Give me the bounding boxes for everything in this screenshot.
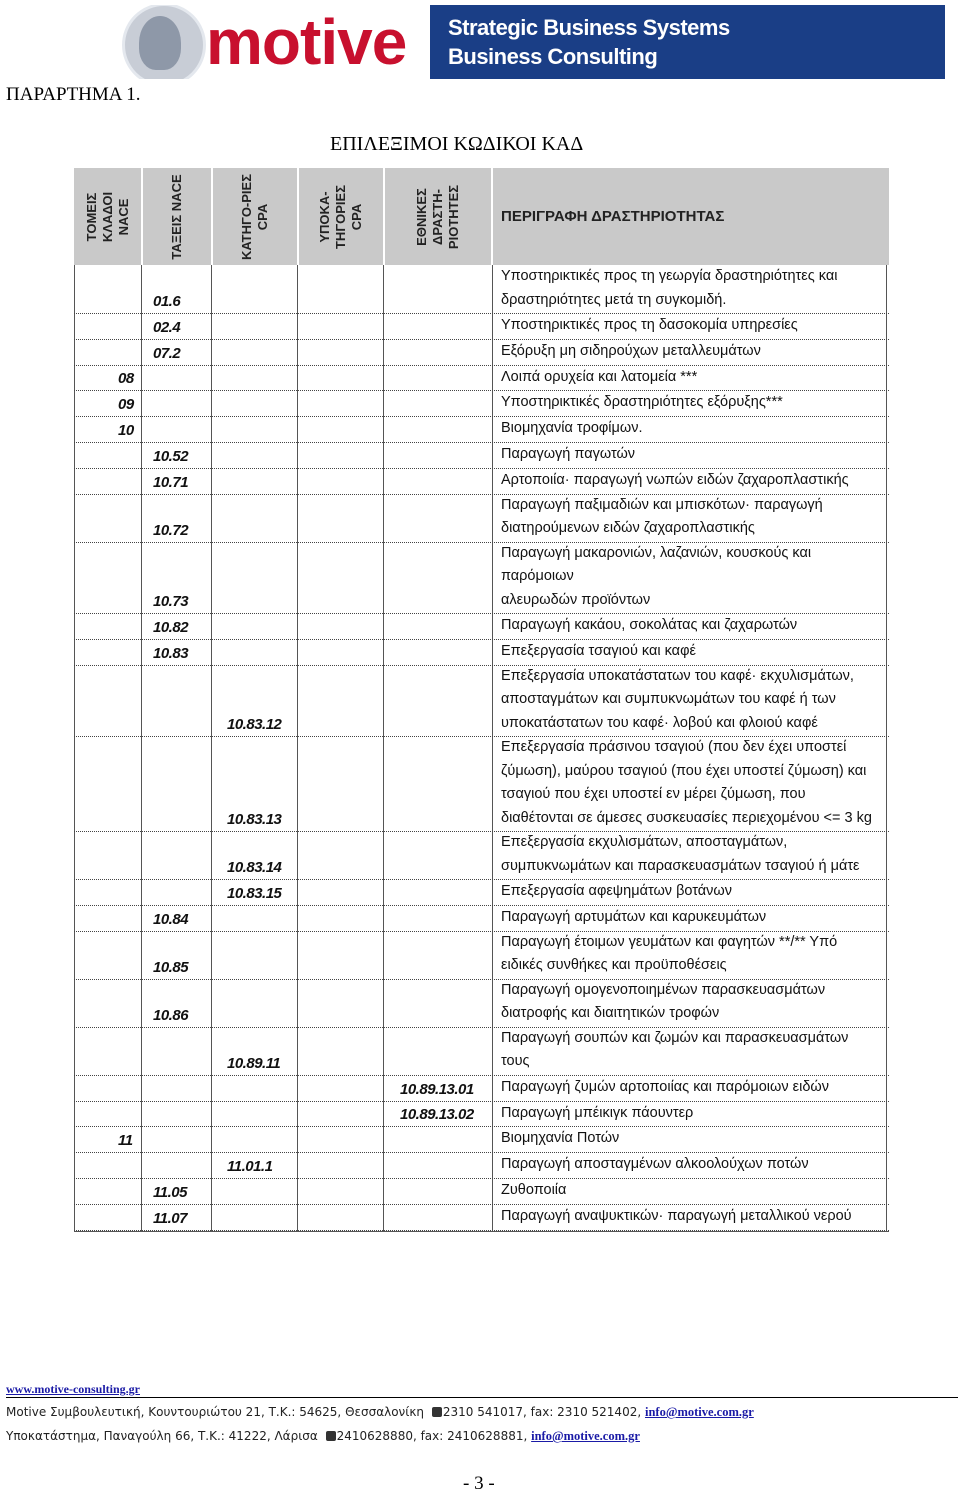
description-line: τους bbox=[501, 1053, 530, 1070]
class-code: 10.82 bbox=[153, 618, 189, 636]
activity-description bbox=[501, 443, 889, 467]
table-row bbox=[74, 639, 889, 666]
table-row bbox=[74, 494, 889, 543]
category-code: 11.01.1 bbox=[227, 1157, 273, 1175]
description-line: ειδικές συνθήκες και προϋποθέσεις bbox=[501, 957, 727, 974]
header-subcategories: ΥΠΟΚΑ- ΤΗΓΟΡΙΕΣ CPA bbox=[317, 184, 364, 249]
table-row bbox=[74, 1204, 889, 1231]
activity-description bbox=[501, 665, 889, 736]
description-line: Επεξεργασία εκχυλισμάτων, αποσταγμάτων, bbox=[501, 834, 788, 851]
page-number: - 3 - bbox=[463, 1473, 495, 1494]
footer-email-link[interactable]: info@motive.com.gr bbox=[644, 1405, 754, 1419]
activity-description bbox=[501, 1127, 889, 1151]
activity-description bbox=[501, 265, 889, 312]
header-sectors: ΤΟΜΕΙΣ ΚΛΑΔΟΙ NACE bbox=[83, 191, 131, 242]
table-row bbox=[74, 1178, 889, 1205]
class-code: 10.72 bbox=[153, 521, 189, 539]
activity-description bbox=[501, 1179, 889, 1203]
table-row bbox=[74, 665, 889, 738]
logo bbox=[18, 5, 430, 79]
logo-text: motive bbox=[206, 6, 407, 78]
table-row bbox=[74, 1126, 889, 1153]
class-code: 02.4 bbox=[153, 318, 181, 336]
description-line: Εξόρυξη μη σιδηρούχων μεταλλευμάτων bbox=[501, 342, 761, 359]
sector-code: 11 bbox=[118, 1132, 133, 1150]
description-line: δραστηριότητες μετά τη συγκομιδή. bbox=[501, 291, 727, 308]
table-row bbox=[74, 979, 889, 1028]
description-line: Παραγωγή ζυμών αρτοποιίας και παρόμοιων ειδών bbox=[501, 1078, 829, 1095]
category-code: 10.89.11 bbox=[227, 1054, 281, 1072]
table-row bbox=[74, 931, 889, 980]
description-line: Παραγωγή αναψυκτικών· παραγωγή μεταλλικού νερού bbox=[501, 1207, 852, 1224]
category-code: 10.83.14 bbox=[227, 859, 282, 877]
description-line: αποσταγμάτων και συμπυκνωμάτων του καφέ ή των bbox=[501, 691, 836, 708]
description-line: διατηρούμενων ειδών ζαχαροπλαστικής bbox=[501, 520, 755, 537]
description-line: υποκατάστατων του καφέ· λοβού και φλοιού καφέ bbox=[501, 714, 818, 731]
appendix-label: ΠΑΡΑΡΤΗΜΑ 1. bbox=[6, 84, 141, 105]
national-code: 10.89.13.02 bbox=[400, 1106, 474, 1124]
class-code: 10.85 bbox=[153, 958, 189, 976]
description-line: Επεξεργασία υποκατάστατων του καφέ· εκχυλισμάτων, bbox=[501, 667, 854, 684]
description-line: Επεξεργασία αφεψημάτων βοτάνων bbox=[501, 883, 732, 900]
description-line: Βιομηχανία Ποτών bbox=[501, 1130, 620, 1147]
class-code: 11.07 bbox=[153, 1209, 187, 1227]
table-row bbox=[74, 613, 889, 640]
tagline-1: Strategic Business Systems bbox=[448, 15, 730, 40]
description-line: Λοιπά ορυχεία και λατομεία *** bbox=[501, 368, 698, 385]
description-line: Παραγωγή σουπών και ζωμών και παρασκευασμάτων bbox=[501, 1029, 849, 1046]
class-code: 11.05 bbox=[153, 1183, 187, 1201]
activity-description bbox=[501, 314, 889, 338]
description-line: Παραγωγή αποσταγμένων αλκοολούχων ποτών bbox=[501, 1156, 809, 1173]
description-line: Παραγωγή κακάου, σοκολάτας και ζαχαρωτών bbox=[501, 617, 798, 634]
description-line: Υποστηρικτικές δραστηριότητες εξόρυξης*** bbox=[501, 394, 783, 411]
footer-address-branch: Υποκατάστημα, Παναγούλη 66, Τ.Κ.: 41222, Λάρισα 2410628880, fax: 2410628881, info@motive.com.gr bbox=[6, 1429, 640, 1443]
activity-description bbox=[501, 880, 889, 904]
table-row bbox=[74, 831, 889, 880]
phone-icon bbox=[432, 1407, 442, 1417]
activity-description bbox=[501, 979, 889, 1026]
header-banner bbox=[18, 5, 945, 79]
table-row bbox=[74, 468, 889, 495]
description-line: Βιομηχανία τροφίμων. bbox=[501, 420, 643, 437]
class-code: 10.84 bbox=[153, 910, 189, 928]
description-line: συμπυκνωμάτων και παρασκευασμάτων τσαγιού ή μάτε bbox=[501, 857, 860, 874]
activity-description bbox=[501, 366, 889, 390]
activity-description bbox=[501, 831, 889, 878]
sector-code: 10 bbox=[118, 421, 134, 439]
sector-code: 09 bbox=[118, 396, 134, 414]
activity-description bbox=[501, 1205, 889, 1229]
class-code: 10.73 bbox=[153, 593, 189, 611]
header-classes: ΤΑΞΕΙΣ NACE bbox=[169, 173, 184, 260]
footer-divider bbox=[6, 1397, 958, 1398]
sector-code: 08 bbox=[118, 370, 134, 388]
header-national: ΕΘΝΙΚΕΣ ΔΡΑΣΤΗ- ΡΙΟΤΗΤΕΣ bbox=[414, 184, 461, 249]
table-row bbox=[74, 905, 889, 932]
activity-description bbox=[501, 542, 889, 613]
table-header bbox=[74, 168, 889, 265]
class-code: 01.6 bbox=[153, 293, 181, 310]
tagline-2: Business Consulting bbox=[448, 44, 658, 69]
table-row bbox=[74, 736, 889, 832]
activity-description bbox=[501, 340, 889, 364]
description-line: Παραγωγή έτοιμων γευμάτων και φαγητών **/** Υπό bbox=[501, 933, 838, 950]
activity-description bbox=[501, 417, 889, 441]
description-line: αλευρωδών προϊόντων bbox=[501, 591, 651, 608]
activity-description bbox=[501, 494, 889, 541]
table-row bbox=[74, 1152, 889, 1179]
description-line: Παραγωγή ομογενοποιημένων παρασκευασμάτων bbox=[501, 981, 826, 998]
description-line: Υποστηρικτικές προς τη γεωργία δραστηριότητες και bbox=[501, 268, 838, 284]
activity-description bbox=[501, 906, 889, 930]
description-line: Υποστηρικτικές προς τη δασοκομία υπηρεσίες bbox=[501, 317, 798, 333]
kad-codes-table bbox=[74, 168, 889, 1232]
national-code: 10.89.13.01 bbox=[400, 1080, 474, 1098]
table-row bbox=[74, 390, 889, 417]
table-row bbox=[74, 879, 889, 906]
class-code: 10.71 bbox=[153, 473, 189, 491]
table-row bbox=[74, 265, 889, 314]
description-line: Αρτοποιία· παραγωγή νωπών ειδών ζαχαροπλαστικής bbox=[501, 471, 849, 488]
footer-email-link[interactable]: info@motive.com.gr bbox=[531, 1429, 640, 1443]
description-line: παρόμοιων bbox=[501, 568, 574, 585]
phone-icon bbox=[326, 1431, 336, 1441]
activity-description bbox=[501, 1102, 889, 1126]
category-code: 10.83.15 bbox=[227, 884, 282, 902]
footer-address-main: Motive Συμβουλευτική, Κουντουριώτου 21, Τ.Κ.: 54625, Θεσσαλονίκη 2310 541017, fax: 2310 521402, info@motive.com.gr bbox=[6, 1405, 754, 1419]
activity-description bbox=[501, 614, 889, 638]
description-line: διαθέτονται σε άμεσες συσκευασίες περιεχομένου <= 3 kg bbox=[501, 809, 872, 826]
table-row bbox=[74, 1075, 889, 1102]
table-row bbox=[74, 339, 889, 366]
activity-description bbox=[501, 640, 889, 664]
description-line: Επεξεργασία πράσινου τσαγιού (που δεν έχει υποστεί bbox=[501, 739, 847, 756]
description-line: Παραγωγή παξιμαδιών και μπισκότων· παραγωγή bbox=[501, 496, 823, 513]
activity-description bbox=[501, 469, 889, 493]
class-code: 10.52 bbox=[153, 447, 189, 465]
activity-description bbox=[501, 391, 889, 415]
description-line: Παραγωγή αρτυμάτων και καρυκευμάτων bbox=[501, 909, 767, 925]
category-code: 10.83.13 bbox=[227, 811, 282, 829]
header-categories: ΚΑΤΗΓΟ-ΡΙΕΣ CPA bbox=[239, 173, 270, 260]
table-row bbox=[74, 365, 889, 392]
activity-description bbox=[501, 736, 889, 830]
description-line: ζύμωση), μαύρου τσαγιού (που έχει υποστεί ζύμωση) και bbox=[501, 762, 867, 779]
footer-website-link[interactable]: www.motive-consulting.gr bbox=[6, 1382, 140, 1396]
description-line: Παραγωγή μακαρονιών, λαζανιών, κουσκούς και bbox=[501, 544, 812, 561]
table-row bbox=[74, 313, 889, 340]
description-line: τσαγιού που έχει υποστεί εν μέρει ζύμωση, που bbox=[501, 786, 806, 803]
description-line: διατροφής και διαιτητικών τροφών bbox=[501, 1005, 720, 1022]
table-row bbox=[74, 542, 889, 615]
description-line: Παραγωγή παγωτών bbox=[501, 446, 636, 462]
logo-emblem-icon bbox=[122, 5, 206, 79]
category-code: 10.83.12 bbox=[227, 716, 282, 734]
activity-description bbox=[501, 1027, 889, 1074]
activity-description bbox=[501, 1076, 889, 1100]
description-line: Επεξεργασία τσαγιού και καφέ bbox=[501, 642, 696, 659]
document-title: ΕΠΙΛΕΞΙΜΟΙ ΚΩΔΙΚΟΙ ΚΑΔ bbox=[330, 133, 584, 155]
description-line: Ζυθοποιία bbox=[501, 1182, 567, 1198]
class-code: 07.2 bbox=[153, 344, 181, 362]
class-code: 10.83 bbox=[153, 644, 189, 662]
table-row bbox=[74, 1027, 889, 1076]
table-row bbox=[74, 1101, 889, 1128]
header-description: ΠΕΡΙΓΡΑΦΗ ΔΡΑΣΤΗΡΙΟΤΗΤΑΣ bbox=[501, 208, 725, 225]
activity-description bbox=[501, 931, 889, 978]
class-code: 10.86 bbox=[153, 1006, 189, 1024]
description-line: Παραγωγή μπέικιγκ πάουντερ bbox=[501, 1104, 694, 1121]
table-row bbox=[74, 416, 889, 443]
table-row bbox=[74, 442, 889, 469]
activity-description bbox=[501, 1153, 889, 1177]
